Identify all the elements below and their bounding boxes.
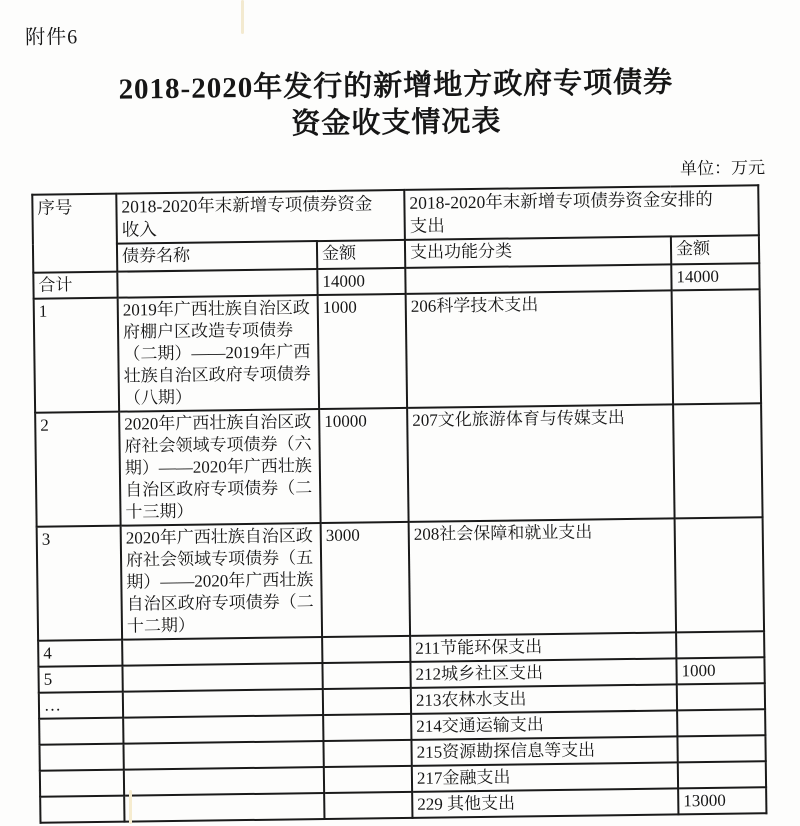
cell-expense-category: 208社会保障和就业支出 <box>409 518 676 635</box>
cell-expense-category: 206科学技术支出 <box>406 290 673 407</box>
document-title-line2: 资金收支情况表 <box>291 105 502 141</box>
col-header-income-group <box>116 190 405 244</box>
cell-bond-name <box>123 741 323 770</box>
cell-expense-amount <box>673 403 763 518</box>
cell-expense-amount <box>678 761 766 788</box>
cell-bond-name: 2020年广西壮族自治区政府社会领域专项债券（五期）——2020年广西壮族自治区政府专项债券（二十二期） <box>121 523 322 640</box>
col-header-serial: 序号 <box>32 194 117 273</box>
cell-income-amount <box>322 662 410 689</box>
cell-serial: 4 <box>38 640 122 667</box>
cell-bond-name: 2020年广西壮族自治区政府社会领域专项债券（六期）——2020年广西壮族自治区政府专项债券（二十三期） <box>119 409 320 526</box>
expense-group-line1: 2018-2020年末新增专项债券资金安排的 <box>409 188 713 213</box>
col-header-expense-category: 支出功能分类 <box>405 236 671 267</box>
cell-serial <box>39 744 123 771</box>
cell-bond-name: 2019年广西壮族自治区政府棚户区改造专项债券（二期）——2019年广西壮族自治区政府专项债券（八期） <box>118 295 319 412</box>
scan-artifact <box>241 0 244 34</box>
cell-serial <box>40 770 124 797</box>
cell-bond-name <box>117 269 317 298</box>
col-header-expense-group <box>404 185 759 240</box>
cell-expense-amount <box>676 631 764 658</box>
cell-serial: … <box>39 692 123 719</box>
cell-expense-category: 212城乡社区支出 <box>410 658 676 687</box>
income-group-line1: 2018-2020年末新增专项债券资金 <box>121 193 373 217</box>
col-header-expense-amount: 金额 <box>671 235 759 264</box>
cell-income-amount <box>324 792 412 819</box>
cell-expense-amount <box>677 683 765 710</box>
cell-serial: 5 <box>38 666 122 693</box>
cell-bond-name <box>123 715 323 744</box>
cell-expense-category: 215资源勘探信息等支出 <box>411 736 677 765</box>
cell-expense-amount <box>672 289 762 404</box>
cell-bond-name <box>122 637 322 666</box>
cell-income-amount: 3000 <box>321 522 411 637</box>
cell-expense-category <box>405 264 671 293</box>
attachment-label: 附件6 <box>25 26 79 49</box>
cell-income-amount <box>322 636 410 663</box>
bond-funds-table <box>31 184 767 823</box>
cell-expense-amount <box>675 517 765 632</box>
cell-bond-name <box>124 793 324 822</box>
cell-income-amount: 1000 <box>318 294 408 409</box>
cell-serial <box>39 718 123 745</box>
table-row <box>35 403 762 526</box>
scan-artifact <box>129 790 132 824</box>
cell-income-amount <box>323 688 411 715</box>
cell-serial <box>40 796 124 823</box>
cell-bond-name <box>122 663 322 692</box>
cell-expense-amount: 1000 <box>676 657 764 684</box>
cell-expense-category: 211节能环保支出 <box>410 632 676 661</box>
table-row <box>34 289 761 412</box>
cell-serial: 2 <box>35 412 120 527</box>
cell-expense-category: 217金融支出 <box>412 762 678 791</box>
cell-expense-amount <box>677 709 765 736</box>
col-header-income-amount: 金额 <box>317 240 405 269</box>
cell-expense-category: 213农林水支出 <box>411 684 677 713</box>
cell-income-amount <box>323 714 411 741</box>
unit-note: 单位：万元 <box>679 158 766 179</box>
cell-serial: 合计 <box>33 272 117 299</box>
cell-serial: 3 <box>37 526 122 641</box>
cell-serial: 1 <box>34 298 119 413</box>
cell-bond-name <box>123 689 323 718</box>
cell-expense-amount <box>677 735 765 762</box>
cell-expense-category: 214交通运输支出 <box>411 710 677 739</box>
col-header-bond-name: 债券名称 <box>117 241 317 272</box>
cell-expense-category: 229 其他支出 <box>412 788 678 817</box>
cell-expense-category: 207文化旅游体育与传媒支出 <box>407 404 674 521</box>
cell-income-amount <box>324 766 412 793</box>
cell-expense-amount: 13000 <box>678 787 766 814</box>
cell-income-amount <box>323 740 411 767</box>
income-group-line2: 收入 <box>121 219 157 240</box>
cell-income-amount: 10000 <box>319 408 409 523</box>
cell-income-amount: 14000 <box>317 268 405 295</box>
expense-group-line2: 支出 <box>409 215 445 236</box>
document-title <box>0 63 797 147</box>
table-row <box>37 517 764 640</box>
document-title-line1: 2018-2020年发行的新增地方政府专项债券 <box>118 66 674 106</box>
cell-bond-name <box>124 767 324 796</box>
cell-expense-amount: 14000 <box>671 263 759 290</box>
